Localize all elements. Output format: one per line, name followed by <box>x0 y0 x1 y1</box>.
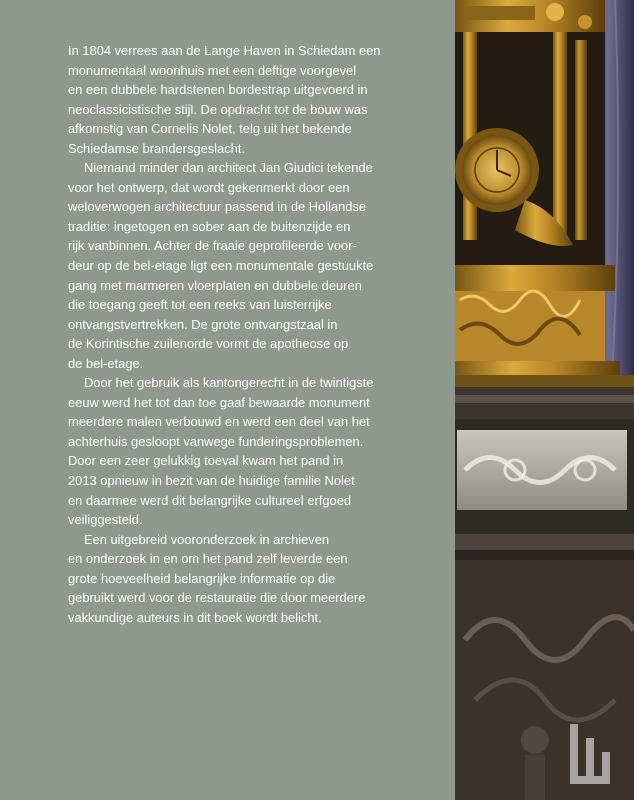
text-line: achterhuis gesloopt vanwege funderingsproblemen. <box>68 433 364 449</box>
text-line: en onderzoek in en om het pand zelf leverde een <box>68 551 348 567</box>
text-line: traditie: ingetogen en sober aan de buitenzijde en <box>68 218 351 234</box>
text-line: Een uitgebreid vooronderzoek in archieven <box>84 531 330 547</box>
text-line: gang met marmeren vloerplaten en dubbele deuren <box>68 277 362 293</box>
text-line: ontvangstvertrekken. De grote ontvangstzaal in <box>68 316 338 332</box>
text-line: vakkundige auteurs in dit boek wordt belicht. <box>68 609 322 625</box>
text-line: Niemand minder dan architect Jan Giudici tekende <box>84 160 373 176</box>
text-line: en daarmee werd dit belangrijke cultureel erfgoed <box>68 492 352 508</box>
text-line: deur op de bel-etage ligt een monumentale gestuukte <box>68 258 374 274</box>
text-line: voor het ontwerp, dat wordt gekenmerkt door een <box>68 179 350 195</box>
text-line: en een dubbele hardstenen bordestrap uitgevoerd in <box>68 82 368 98</box>
mantel-clock-photo <box>455 0 634 800</box>
text-line: 2013 opnieuw in bezit van de huidige familie Nolet <box>68 473 355 489</box>
text-line: de bel-etage. <box>68 355 144 371</box>
text-line: afkomstig van Cornelis Nolet, telg uit het bekende <box>68 121 352 137</box>
text-line: gebruikt werd voor de restauratie die door meerdere <box>68 590 366 606</box>
text-line: weloverwogen architectuur passend in de Hollandse <box>68 199 367 215</box>
text-line: de Korintische zuilenorde vormt de apotheose op <box>68 336 349 352</box>
text-line: grote hoeveelheid belangrijke informatie op die <box>68 570 336 586</box>
text-line: veiliggesteld. <box>68 512 143 528</box>
text-line: eeuw werd het tot dan toe gaaf bewaarde monument <box>68 394 370 410</box>
text-line: monumentaal woonhuis met een deftige voorgevel <box>68 62 357 78</box>
text-line: die toegang geeft tot een reeks van luisterrijke <box>68 297 332 313</box>
text-line: Door een zeer gelukkig toeval kwam het pand in <box>68 453 344 469</box>
text-line: Schiedamse brandersgeslacht. <box>68 140 245 156</box>
paragraph-3 <box>68 373 448 529</box>
text-line: meerdere malen verbouwd en werd een deel van het <box>68 414 370 430</box>
text-line: In 1804 verrees aan de Lange Haven in Schiedam een <box>68 43 381 58</box>
paragraph-4 <box>68 530 448 628</box>
text-line: neoclassicistische stijl. De opdracht tot de bouw was <box>68 101 368 117</box>
body-text <box>68 41 448 627</box>
paragraph-2 <box>68 158 448 373</box>
watermark-logo-icon <box>566 716 614 788</box>
text-line: Door het gebruik als kantongerecht in de twintigste <box>84 375 374 391</box>
paragraph-1 <box>68 41 448 158</box>
text-line: rijk vanbinnen. Achter de fraaie geprofileerde voor- <box>68 238 357 254</box>
gilded-mantel-clock-icon <box>455 0 634 800</box>
